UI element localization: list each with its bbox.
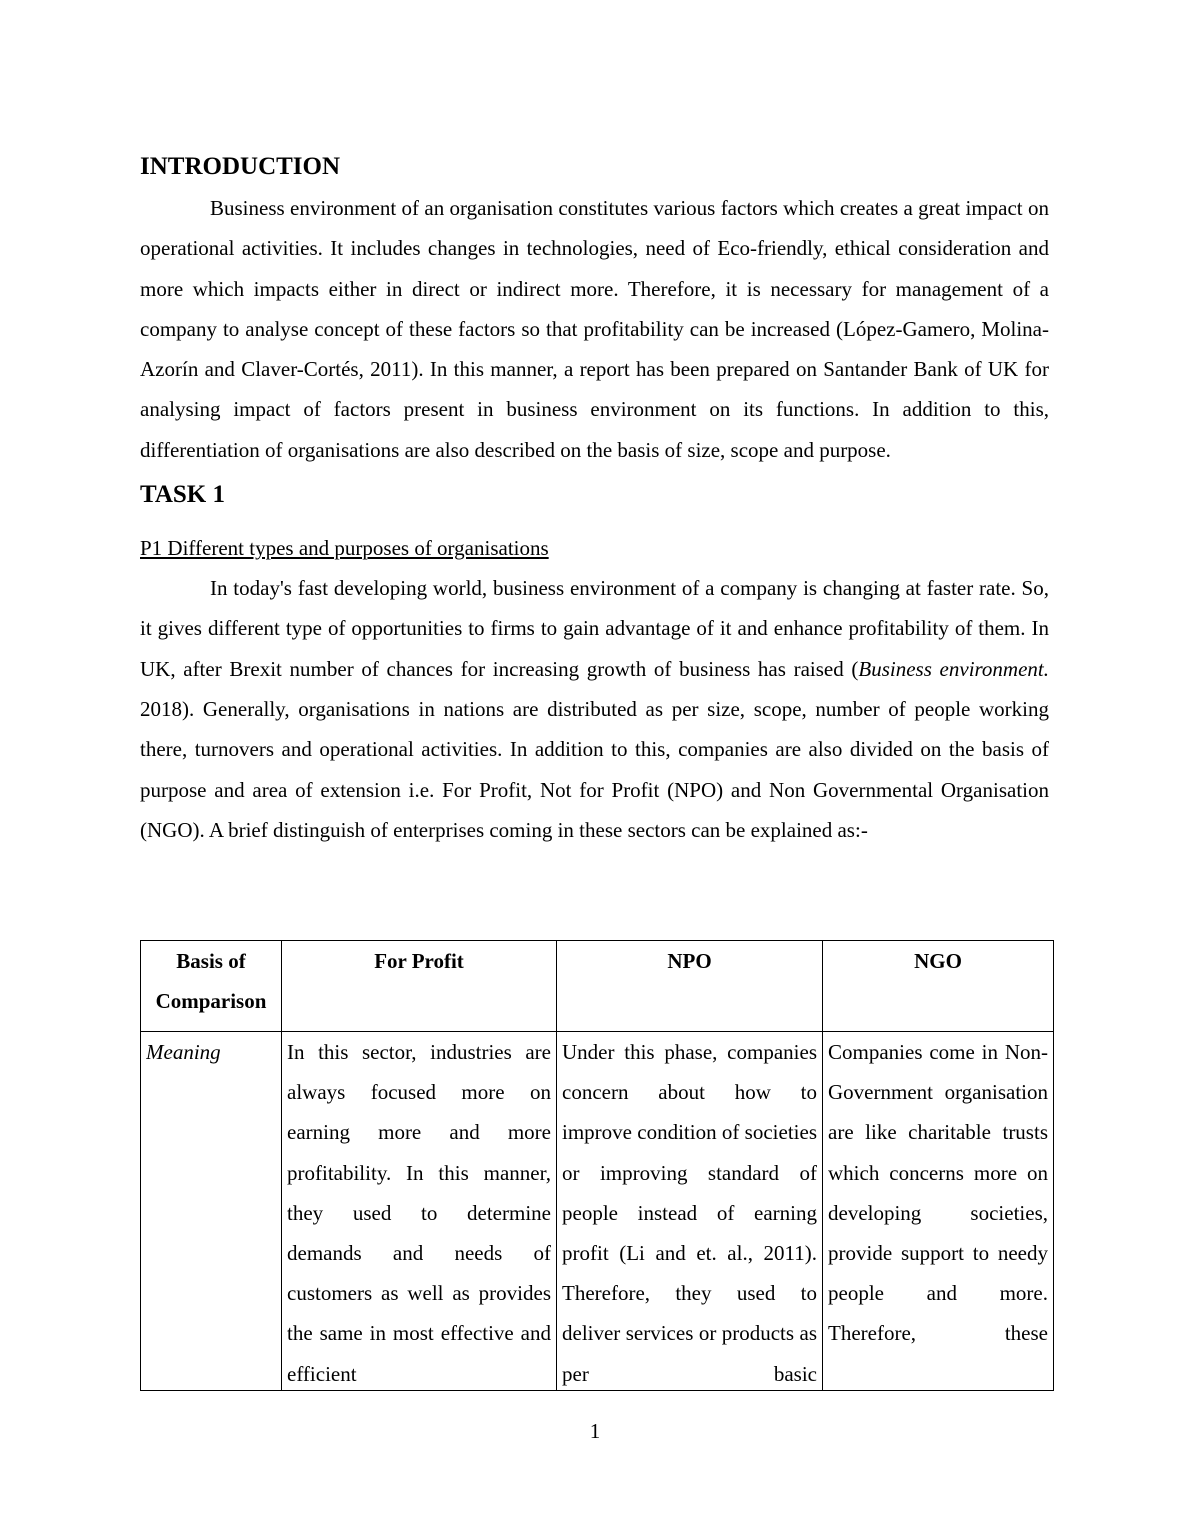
cell-ngo: Companies come in Non- Government organisation are like charitable trusts which concerns more on developing societies, provide support to needy people and more. Therefore, these: [823, 1032, 1054, 1391]
page-number: 1: [589, 1419, 601, 1443]
document-page: [140, 148, 1049, 850]
table-header-row: [141, 941, 1054, 1032]
cell-npo: Under this phase, companies concern about how to improve condition of societies or improving standard of people instead of earning profit (Li and et. al., 2011). Therefore, they used to deliver services or products as per basic: [557, 1032, 823, 1391]
header-for-profit: For Profit: [282, 941, 557, 1032]
paragraph-text-after: 2018). Generally, organisations in nations are distributed as per size, scope, number of people working there, turnovers and operational activities. In addition to this, companies are also divided on the basis of purpose and area of extension i.e. For Profit, Not for Profit (NPO) and Non Governmental Organisation (NGO). A brief distinguish of enterprises coming in these sectors can be explained as:-: [140, 696, 1049, 842]
introduction-paragraph: Business environment of an organisation constitutes various factors which creates a great impact on operational activities. It includes changes in technologies, need of Eco-friendly, ethical consideration and more which impacts either in direct or indirect more. Therefore, it is necessary for management of a company to analyse concept of these factors so that profitability can be increased (López-Gamero, Molina-Azorín and Claver-Cortés, 2011). In this manner, a report has been prepared on Santander Bank of UK for analysing impact of factors present in business environment on its functions. In addition to this, differentiation of organisations are also described on the basis of size, scope and purpose.: [140, 196, 1049, 462]
header-npo: NPO: [557, 941, 823, 1032]
task1-heading: TASK 1: [140, 481, 225, 509]
cell-for-profit: In this sector, industries are always focused more on earning more and more profitability. In this manner, they used to determine demands and needs of customers as well as provides the same in most effective and efficient: [282, 1032, 557, 1391]
task1-paragraph: [140, 568, 1049, 850]
paragraph-text-before: In today's fast developing world, business environment of a company is changing at faster rate. So, it gives different type of opportunities to firms to gain advantage of it and enhance profitability of them. In UK, after Brexit number of chances for increasing growth of business has raised (: [140, 576, 1049, 681]
introduction-heading: INTRODUCTION: [140, 153, 341, 180]
header-ngo: NGO: [823, 941, 1054, 1032]
citation-title: Business environment.: [858, 656, 1049, 681]
p1-subheading: P1 Different types and purposes of organisations: [140, 536, 549, 561]
comparison-table: [140, 940, 1054, 1391]
table-row: [141, 1032, 1054, 1391]
header-basis: Basis of Comparison: [141, 941, 282, 1032]
row-label-meaning: Meaning: [141, 1032, 282, 1391]
